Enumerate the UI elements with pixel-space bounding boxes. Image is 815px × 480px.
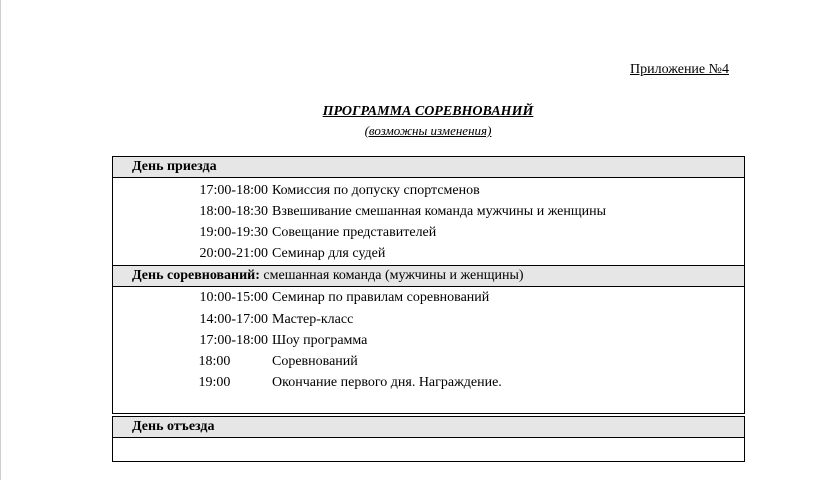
schedule-time: 14:00-17:00 — [199, 312, 268, 327]
section-header-competition — [112, 265, 745, 287]
schedule-event: Семинар для судей — [272, 246, 386, 261]
schedule-time: 18:00-18:30 — [199, 204, 268, 219]
schedule-row — [113, 351, 744, 372]
schedule-row — [113, 372, 744, 393]
page-edge-line — [0, 0, 1, 480]
schedule-event: Соревнований — [272, 354, 358, 369]
section-body-departure — [112, 438, 745, 462]
schedule-row — [113, 287, 744, 308]
page-title: ПРОГРАММА СОРЕВНОВАНИЙ — [322, 104, 534, 119]
schedule-row — [113, 330, 744, 351]
schedule-event: Взвешивание смешанная команда мужчины и женщины — [272, 204, 607, 219]
section-header-arrival — [112, 156, 745, 178]
section-title: День отъезда — [132, 419, 215, 434]
schedule-event: Мастер-класс — [272, 312, 354, 327]
schedule-event: Совещание представителей — [272, 225, 437, 240]
schedule-row — [113, 180, 744, 201]
section-subtitle: смешанная команда (мужчины и женщины) — [263, 268, 524, 283]
schedule-time: 10:00-15:00 — [199, 290, 268, 305]
schedule-time: 19:00 — [198, 375, 231, 390]
schedule-row — [113, 222, 744, 243]
schedule-event: Комиссия по допуску спортсменов — [272, 183, 480, 198]
schedule-event: Семинар по правилам соревнований — [272, 290, 490, 305]
schedule-time: 17:00-18:00 — [199, 183, 268, 198]
section-title: День соревнований: — [132, 268, 260, 283]
section-body-competition — [112, 287, 745, 414]
schedule-row — [113, 309, 744, 330]
schedule-event: Шоу программа — [272, 333, 368, 348]
section-header-departure — [112, 416, 745, 438]
section-body-arrival — [112, 178, 745, 266]
schedule-row — [113, 243, 744, 264]
appendix-label: Приложение №4 — [630, 62, 729, 77]
schedule-time: 20:00-21:00 — [199, 246, 268, 261]
section-title: День приезда — [132, 159, 217, 174]
schedule-time: 18:00 — [198, 354, 231, 369]
page-subtitle: (возможны изменения) — [364, 123, 492, 138]
schedule-time: 19:00-19:30 — [199, 225, 268, 240]
schedule-event: Окончание первого дня. Награждение. — [272, 375, 502, 390]
schedule-time: 17:00-18:00 — [199, 333, 268, 348]
schedule-row — [113, 201, 744, 222]
